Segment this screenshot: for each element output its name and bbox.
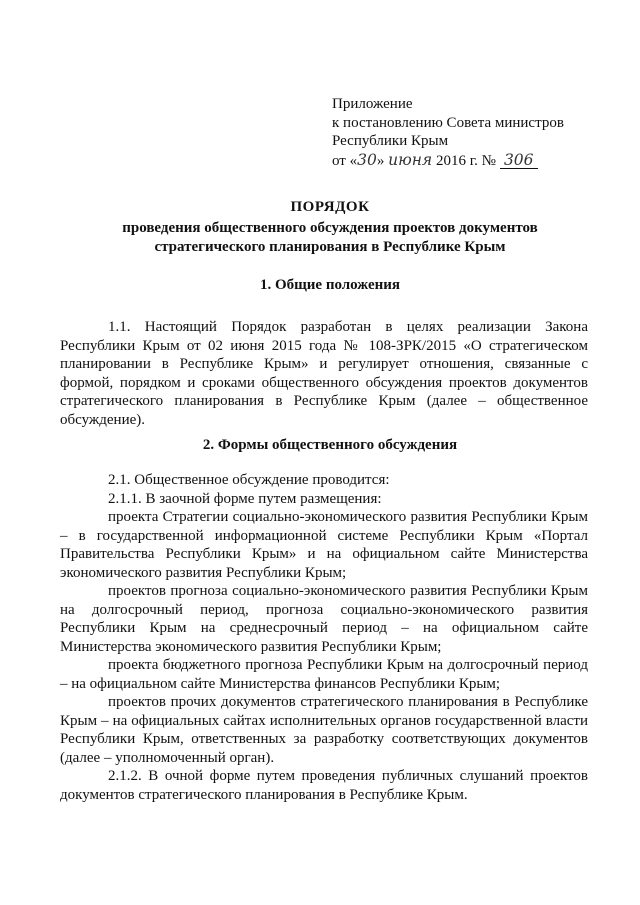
appendix-line1: Приложение xyxy=(332,96,413,112)
title-main: ПОРЯДОК xyxy=(290,199,370,215)
section2-paragraph-6: проектов прочих документов стратегического планирования в Республике Крым – на официальных сайтах исполнительных органов государственной власти Республики Крым, ответственных за разработку соответствующих документов (далее – уполномоченный орган). xyxy=(60,694,588,766)
section2-paragraph-1: 2.1. Общественное обсуждение проводится: xyxy=(108,472,390,488)
section1-paragraph: 1.1. Настоящий Порядок разработан в целях реализации Закона Республики Крым от 02 июня 2015 года № 108-ЗРК/2015 «О стратегическом планировании в Республике Крым» и регулирует отношения, связанные с формой, порядком и сроками общественного обсуждения проектов документов стратегического планирования в Республике Крым (далее – общественное обсуждение). xyxy=(60,319,588,428)
handwritten-number: 306 xyxy=(500,153,538,169)
section1-body xyxy=(60,318,588,429)
handwritten-day: 30 xyxy=(357,150,377,169)
document-title xyxy=(60,198,600,257)
section2-paragraph-3: проекта Стратегии социально-экономического развития Республики Крым – в государственной информационной системе Республики Крым «Портал Правительства Республики Крым» и на официальном сайте Министерства экономического развития Республики Крым; xyxy=(60,509,588,581)
section2-heading: 2. Формы общественного обсуждения xyxy=(202,437,458,453)
appendix-date-line xyxy=(332,151,564,171)
appendix-line2: к постановлению Совета министров xyxy=(332,114,564,131)
appendix-block xyxy=(332,95,564,170)
handwritten-month: июня xyxy=(388,150,433,169)
date-prefix: от « xyxy=(332,152,358,169)
section2-paragraph-5: проекта бюджетного прогноза Республики Крым на долгосрочный период – на официальном сайте Министерства финансов Республики Крым; xyxy=(60,657,588,692)
section2-paragraph-2: 2.1.1. В заочной форме путем размещения: xyxy=(108,490,382,507)
date-suffix: 2016 г. № xyxy=(432,152,496,169)
section1-heading: 1. Общие положения xyxy=(259,277,401,293)
date-mid: » xyxy=(376,152,389,169)
title-line3: стратегического планирования в Республике Крым xyxy=(154,239,506,255)
appendix-line3: Республики Крым xyxy=(332,133,449,149)
section2-body xyxy=(60,471,588,804)
section2-paragraph-4: проектов прогноза социально-экономического развития Республики Крым на долгосрочный период, прогноза социально-экономического развития Республики Крым на среднесрочный период – на официальном сайте Министерства экономического развития Республики Крым; xyxy=(60,583,588,655)
title-line2: проведения общественного обсуждения проектов документов xyxy=(122,220,538,236)
section2-paragraph-7: 2.1.2. В очной форме путем проведения публичных слушаний проектов документов стратегического планирования в Республике Крым. xyxy=(60,768,588,803)
